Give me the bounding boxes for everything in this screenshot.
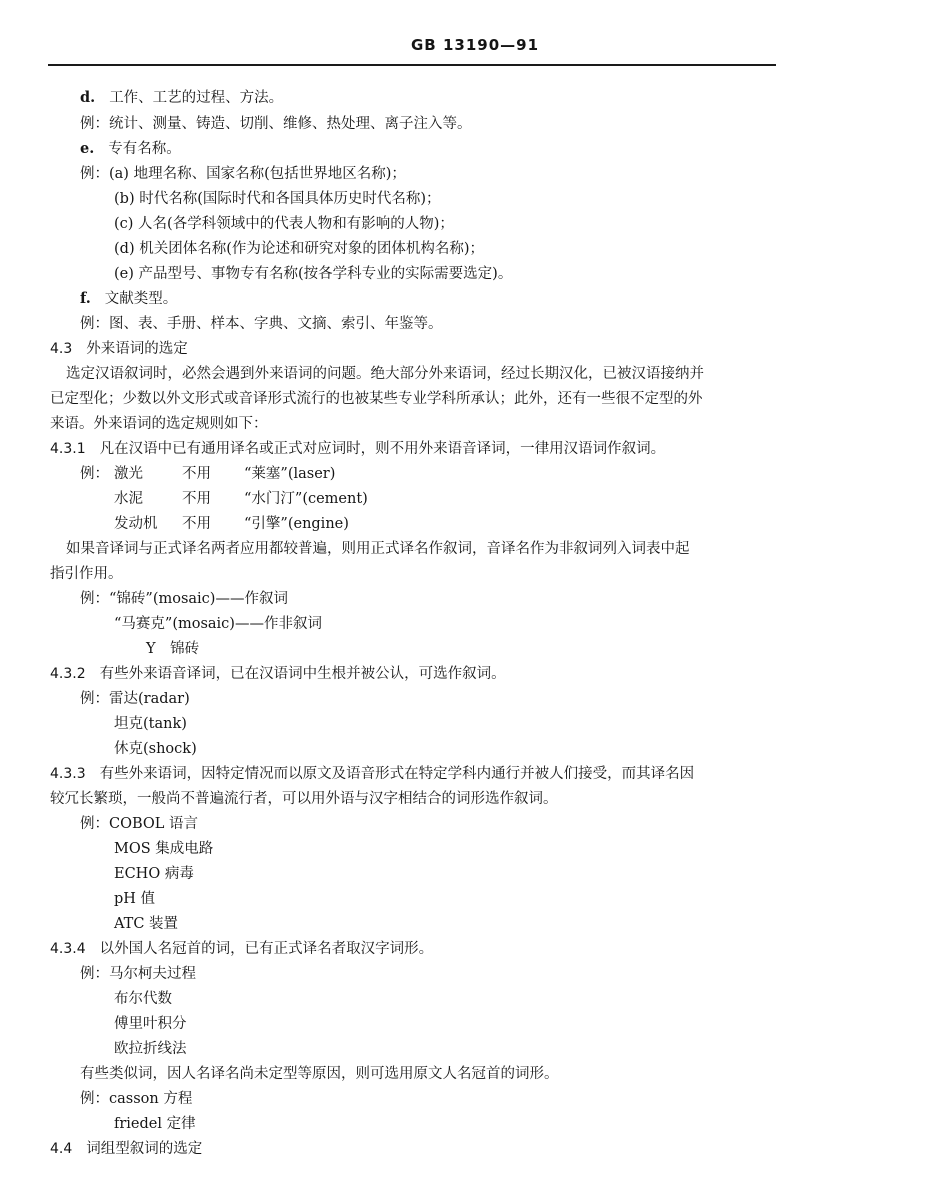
section-4-3-number: 4.3 xyxy=(50,341,73,357)
item-f-example: 例：图、表、手册、样本、字典、文摘、索引、年鉴等。 xyxy=(80,316,443,332)
example-term: 激光 xyxy=(114,466,143,482)
item-e xyxy=(80,139,181,159)
clause-4-3-4-para: 有些类似词，因人名译名尚未定型等原因，则可选用原文人名冠首的词形。 xyxy=(80,1066,559,1082)
clause-4-3-2-example-c: 休克(shock) xyxy=(114,741,197,757)
section-4-3-para-line1: 选定汉语叙词时，必然会遇到外来语词的问题。绝大部分外来语词，经过长期汉化，已被汉语接纳并 xyxy=(66,366,704,382)
section-4-3-title: 外来语词的选定 xyxy=(86,341,188,357)
example-term: 发动机 xyxy=(114,516,158,532)
item-d-text: 工作、工艺的过程、方法。 xyxy=(109,90,284,106)
example-term: 水泥 xyxy=(114,491,143,507)
clause-4-3-1-para-line2: 指引作用。 xyxy=(50,566,123,582)
clause-4-3-4-example2-b: friedel 定律 xyxy=(114,1116,196,1132)
clause-4-3-4-text: 以外国人名冠首的词，已有正式译名者取汉字词形。 xyxy=(99,941,434,957)
clause-4-3-4-example-b: 布尔代数 xyxy=(114,991,172,1007)
clause-4-3-4-number: 4.3.4 xyxy=(50,941,86,957)
item-d xyxy=(80,88,283,108)
item-f xyxy=(80,289,177,309)
clause-4-3-1-number: 4.3.1 xyxy=(50,441,86,457)
section-4-4-title: 词组型叙词的选定 xyxy=(86,1141,203,1157)
clause-4-3-1-example-prefix: 例： xyxy=(80,466,109,482)
clause-4-3-1 xyxy=(50,439,665,459)
item-e-example-a: 例：(a) 地理名称、国家名称(包括世界地区名称)； xyxy=(80,166,406,182)
section-4-3-para-line2: 已定型化；少数以外文形式或音译形式流行的也被某些专业学科所承认；此外，还有一些很不定型的外 xyxy=(50,391,703,407)
page-header: GB 13190—91 xyxy=(410,36,540,54)
example-rule: 不用 xyxy=(182,516,211,532)
clause-4-3-2 xyxy=(50,664,506,684)
clause-4-3-2-number: 4.3.2 xyxy=(50,666,86,682)
clause-4-3-1-example2-b: “马赛克”(mosaic)——作非叙词 xyxy=(114,616,322,632)
section-4-4-number: 4.4 xyxy=(50,1141,73,1157)
item-f-label: f. xyxy=(80,290,91,307)
item-e-example-e: (e) 产品型号、事物专有名称(按各学科专业的实际需要选定)。 xyxy=(114,266,513,282)
clause-4-3-2-example-b: 坦克(tank) xyxy=(114,716,187,732)
item-e-text: 专有名称。 xyxy=(108,141,181,157)
clause-4-3-4-example2-a: 例：casson 方程 xyxy=(80,1091,193,1107)
clause-4-3-1-text: 凡在汉语中已有通用译名或正式对应词时，则不用外来语音译词，一律用汉语词作叙词。 xyxy=(99,441,666,457)
item-d-example: 例：统计、测量、铸造、切削、维修、热处理、离子注入等。 xyxy=(80,116,472,132)
example-rule: 不用 xyxy=(182,466,211,482)
clause-4-3-3-example-b: MOS 集成电路 xyxy=(114,841,214,857)
example-table-row xyxy=(114,489,534,509)
item-d-label: d. xyxy=(80,89,96,106)
clause-4-3-2-text: 有些外来语音译词，已在汉语词中生根并被公认，可选作叙词。 xyxy=(99,666,506,682)
clause-4-3-4 xyxy=(50,939,433,959)
example-table-row xyxy=(114,464,534,484)
example-table-row xyxy=(114,514,534,534)
clause-4-3-3-text-line1: 有些外来语词，因特定情况而以原文及语音形式在特定学科内通行并被人们接受，而其译名因 xyxy=(99,766,695,782)
example-alt: “水门汀”(cement) xyxy=(244,491,368,507)
clause-4-3-1-example2-c: Y 锦砖 xyxy=(146,641,200,657)
item-e-example-d: (d) 机关团体名称(作为论述和研究对象的团体机构名称)； xyxy=(114,241,485,257)
clause-4-3-3-example-d: pH 值 xyxy=(114,891,156,907)
section-4-4-heading xyxy=(50,1139,202,1159)
example-alt: “莱塞”(laser) xyxy=(244,466,336,482)
item-f-text: 文献类型。 xyxy=(104,291,178,307)
clause-4-3-1-para-line1: 如果音译词与正式译名两者应用都较普遍，则用正式译名作叙词，音译名作为非叙词列入词表中起 xyxy=(66,541,690,557)
item-e-example-c: (c) 人名(各学科领域中的代表人物和有影响的人物)； xyxy=(114,216,454,232)
clause-4-3-4-example-a: 例：马尔柯夫过程 xyxy=(80,966,196,982)
item-e-label: e. xyxy=(80,140,95,157)
clause-4-3-3 xyxy=(50,764,694,784)
item-e-example-b: (b) 时代名称(国际时代和各国具体历史时代名称)； xyxy=(114,191,441,207)
clause-4-3-4-example-c: 傅里叶积分 xyxy=(114,1016,187,1032)
example-alt: “引擎”(engine) xyxy=(244,516,349,532)
section-4-3-para-line3: 来语。外来语词的选定规则如下： xyxy=(50,416,268,432)
clause-4-3-3-number: 4.3.3 xyxy=(50,766,86,782)
example-rule: 不用 xyxy=(182,491,211,507)
clause-4-3-3-example-e: ATC 装置 xyxy=(114,916,179,932)
clause-4-3-3-example-a: 例：COBOL 语言 xyxy=(80,816,199,832)
clause-4-3-1-example2-a: 例：“锦砖”(mosaic)——作叙词 xyxy=(80,591,288,607)
section-4-3-heading xyxy=(50,339,188,359)
clause-4-3-2-example-a: 例：雷达(radar) xyxy=(80,691,190,707)
clause-4-3-3-text-line2: 较冗长繁琐，一般尚不普遍流行者，可以用外语与汉字相结合的词形选作叙词。 xyxy=(50,791,558,807)
header-rule xyxy=(48,64,776,66)
clause-4-3-3-example-c: ECHO 病毒 xyxy=(114,866,194,882)
clause-4-3-4-example-d: 欧拉折线法 xyxy=(114,1041,187,1057)
